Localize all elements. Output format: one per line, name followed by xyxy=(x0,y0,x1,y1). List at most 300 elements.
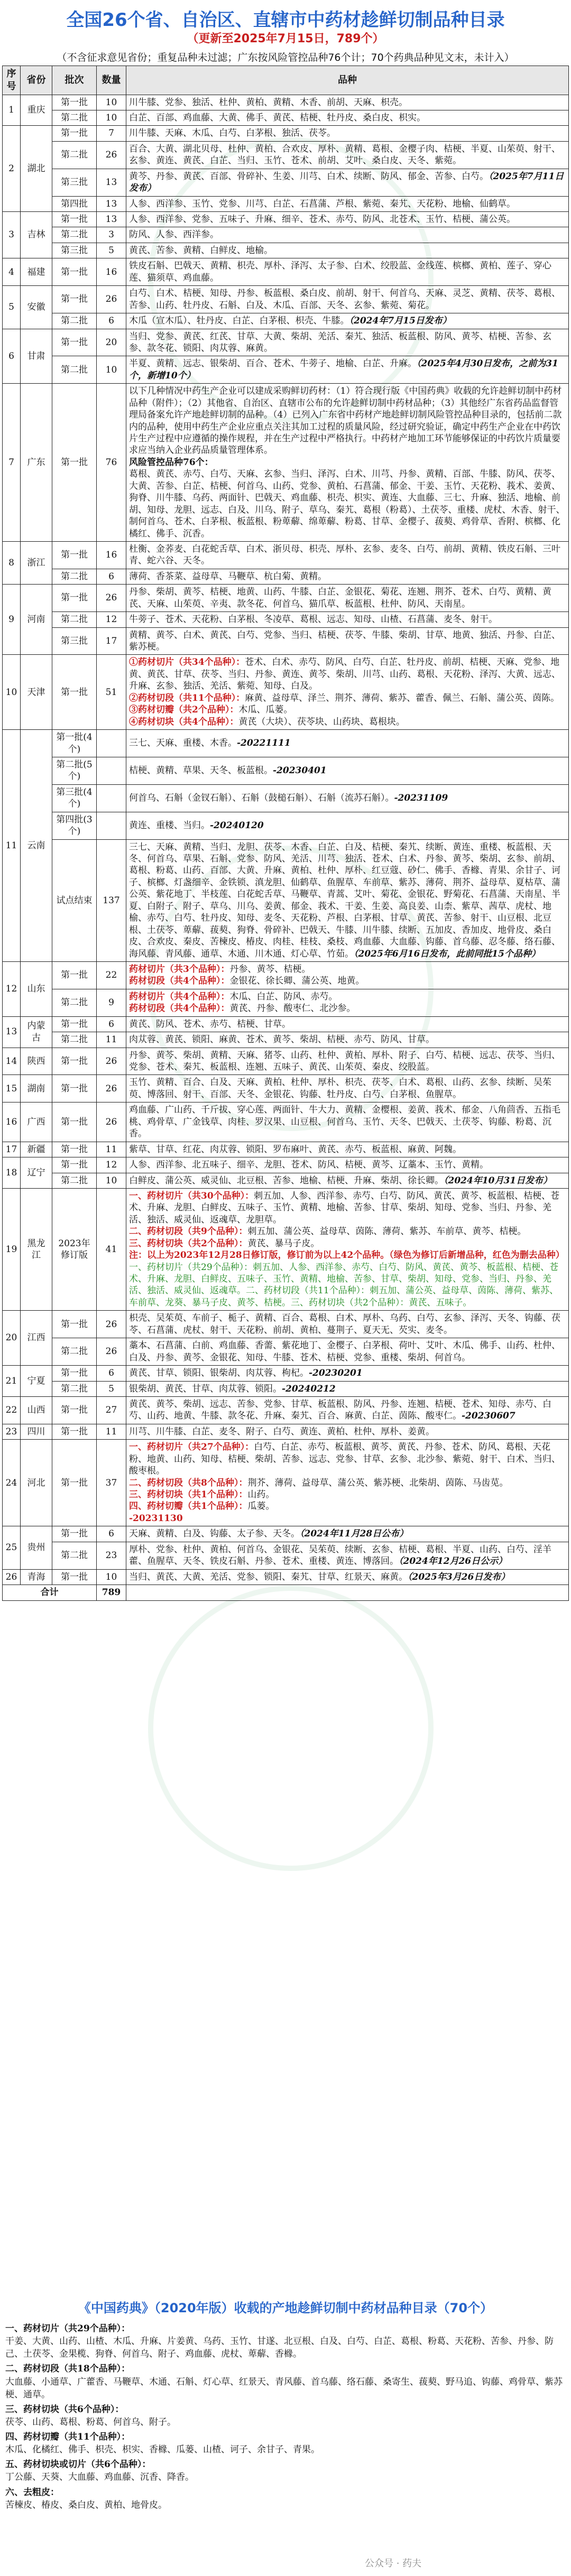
row-count: 26 xyxy=(97,1338,126,1366)
variety-list: 人参、西洋参、北五味子、细辛、龙胆、苍术、防风、桔梗、黄芩、辽藁本、玉竹、黄精。 xyxy=(129,1160,489,1171)
row-province: 云南 xyxy=(21,730,52,962)
table-row xyxy=(3,141,569,169)
row-note: -20240120 xyxy=(210,820,264,831)
row-batch: 第一批 xyxy=(52,585,97,612)
pharmacopoeia-category: 六、去粗皮： xyxy=(5,2487,59,2498)
table-row xyxy=(3,627,569,655)
gd-risk-list: 葛根、黄芪、赤芍、白芍、天麻、玄参、当归、泽泻、白术、川芎、丹参、黄精、百部、牛膝、防风、茯苓、大黄、苦参、白芷、桔梗、何首乌、山药、党参、黄柏、石菖蒲、郁金、干姜、玉竹、天花粉、莪术、姜黄、狗脊、川牛膝、乌药、两面针、巴戟天、鸡血藤、枳壳、枳实、黄连、大血藤、三七、升麻、独活、地榆、前胡、知母、龙胆、远志、白及、川乌、附子、草乌、秦艽、葛根（粉葛）、土茯苓、重楼、虎杖、木香、射干、制何首乌、苍术、白茅根、板蓝根、粉萆薢、绵萆薢、粉葛、甘草、金樱子、菝葜、鸡骨草、香附、槟榔、化橘红、佛手、沉香。 xyxy=(129,469,565,539)
variety-group-list: 麻黄、益母草、泽兰、荆芥、薄荷、紫苏、藿香、佩兰、石斛、蒲公英、茵陈。 xyxy=(245,692,560,703)
row-batch: 第三批(4个) xyxy=(52,784,97,812)
variety-group-list: 荆芥、薄荷、益母草、蒲公英、紫苏梗、北柴胡、茵陈、马齿苋。 xyxy=(247,1477,509,1488)
table-row xyxy=(3,1016,569,1032)
table-row xyxy=(3,839,569,961)
row-count xyxy=(97,730,126,757)
row-count: 13 xyxy=(97,196,126,211)
pharmacopoeia-list xyxy=(5,2322,566,2512)
row-note: （2025年7月11日发布） xyxy=(129,171,564,194)
variety-list: 白芷、百部、鸡血藤、大黄、佛手、黄芪、桔梗、牡丹皮、桑白皮、枳实。 xyxy=(129,112,426,123)
pharmacopoeia-varieties: 苦楝皮、椿皮、桑白皮、黄柏、地骨皮。 xyxy=(5,2499,167,2510)
row-varieties xyxy=(126,784,569,812)
row-count: 137 xyxy=(97,839,126,961)
row-batch: 第一批 xyxy=(52,1016,97,1032)
row-province: 黑龙江 xyxy=(21,1188,52,1310)
variety-group xyxy=(129,1477,566,1489)
row-varieties xyxy=(126,1188,569,1310)
row-count: 10 xyxy=(97,95,126,110)
row-province: 青海 xyxy=(21,1569,52,1584)
variety-list: 紫草、甘草、红花、肉苁蓉、锁阳、罗布麻叶、黄芪、赤芍、板蓝根、麻黄、阿魏。 xyxy=(129,1144,462,1155)
variety-group xyxy=(129,656,566,692)
row-batch: 第四批(3个) xyxy=(52,812,97,839)
row-seq: 10 xyxy=(3,655,21,730)
pharmacopoeia-varieties: 干姜、大黄、山药、山楂、木瓜、升麻、片姜黄、乌药、玉竹、甘遂、北豆根、白及、白芍、白芷、葛根、粉葛、天花粉、苦参、丹参、防己、土茯苓、金果榄、狗脊、何首乌、附子、鸡血藤、虎杖、萆薢、香橼。 xyxy=(5,2336,554,2360)
variety-group-label: 药材切段（共4个品种）： xyxy=(129,976,230,987)
row-count: 16 xyxy=(97,541,126,569)
row-batch: 第一批 xyxy=(52,1366,97,1381)
table-row xyxy=(3,612,569,627)
row-batch: 试点结束 xyxy=(52,839,97,961)
row-batch: 第二批 xyxy=(52,110,97,125)
row-varieties xyxy=(126,1311,569,1338)
table-row xyxy=(3,569,569,584)
row-note: 注：以上为2023年12月28日修订版，修订前为以上42个品种。（绿色为修订后新增品种，红色为删去品种） xyxy=(129,1250,565,1261)
row-province: 贵州 xyxy=(21,1526,52,1569)
table-row xyxy=(3,1048,569,1075)
row-varieties xyxy=(126,730,569,757)
table-row xyxy=(3,1440,569,1526)
row-batch: 第二批 xyxy=(52,1381,97,1396)
row-count: 6 xyxy=(97,569,126,584)
row-batch: 第一批 xyxy=(52,1569,97,1584)
row-batch: 第二批 xyxy=(52,313,97,329)
row-varieties xyxy=(126,1569,569,1584)
row-varieties xyxy=(126,1338,569,1366)
row-batch: 第二批 xyxy=(52,612,97,627)
table-row xyxy=(3,757,569,784)
row-varieties xyxy=(126,812,569,839)
row-count: 11 xyxy=(97,1032,126,1048)
row-batch: 第二批 xyxy=(52,227,97,243)
row-seq: 6 xyxy=(3,329,21,384)
row-province: 内蒙古 xyxy=(21,1016,52,1048)
row-varieties xyxy=(126,1142,569,1157)
row-count: 11 xyxy=(97,1142,126,1157)
row-varieties xyxy=(126,227,569,243)
row-note: -20230607 xyxy=(462,1411,515,1422)
row-varieties xyxy=(126,1032,569,1048)
row-seq: 15 xyxy=(3,1075,21,1102)
variety-group-list: 山药。 xyxy=(247,1489,275,1500)
variety-group xyxy=(129,1190,566,1226)
variety-list: 银柴胡、黄芪、甘草、肉苁蓉、锁阳。 xyxy=(129,1383,282,1394)
variety-group xyxy=(129,991,566,1003)
row-batch: 第三批 xyxy=(52,169,97,196)
row-varieties xyxy=(126,126,569,141)
variety-group xyxy=(129,704,566,716)
pharmacopoeia-varieties: 茯苓、山药、葛根、粉葛、何首乌、附子。 xyxy=(5,2416,176,2427)
variety-list: 白芍、白术、桔梗、知母、丹参、板蓝根、桑白皮、前胡、射干、何首乌、天麻、灵芝、黄精、茯苓、葛根、苦参、山药、牡丹皮、石斛、白及、木瓜、百部、天冬、玄参、紫菀、菊花。 xyxy=(129,288,560,311)
row-varieties xyxy=(126,1424,569,1439)
row-province: 湖北 xyxy=(21,126,52,212)
row-varieties xyxy=(126,1048,569,1075)
row-batch: 第二批 xyxy=(52,1338,97,1366)
variety-list: 当归、党参、黄芪、红芪、甘草、大黄、柴胡、羌活、秦艽、独活、板蓝根、防风、黄芩、桔梗、苦参、玄参、款冬花、锁阳、肉苁蓉、麻黄。 xyxy=(129,331,551,354)
variety-list: 木瓜（宣木瓜）、牡丹皮、白芷、白茅根、枳壳、牛膝。 xyxy=(129,316,349,327)
row-count: 26 xyxy=(97,1311,126,1338)
variety-group xyxy=(129,1489,566,1500)
row-batch: 第一批 xyxy=(52,1075,97,1102)
table-header-row xyxy=(3,66,569,95)
row-province: 新疆 xyxy=(21,1142,52,1157)
row-count xyxy=(97,812,126,839)
row-varieties xyxy=(126,612,569,627)
row-seq: 8 xyxy=(3,541,21,584)
row-varieties xyxy=(126,286,569,313)
variety-list: 百合、大黄、湖北贝母、杜仲、黄柏、合欢皮、厚朴、黄精、葛根、金樱子肉、桔梗、半夏、山茱萸、射干、玄参、黄连、黄芪、白芷、当归、玉竹、苍术、前胡、艾叶、桑白皮、天冬、紫菀。 xyxy=(129,143,560,166)
row-count: 10 xyxy=(97,356,126,384)
table-row xyxy=(3,655,569,730)
row-note: -20230401 xyxy=(273,765,327,776)
table-row xyxy=(3,227,569,243)
row-note: -20240212 xyxy=(282,1383,336,1394)
table-row xyxy=(3,1569,569,1584)
variety-list: 防风、人参、西洋参。 xyxy=(129,229,219,240)
table-row xyxy=(3,169,569,196)
row-province: 广东 xyxy=(21,384,52,542)
table-row xyxy=(3,196,569,211)
variety-list: 丹参、柴胡、黄芩、桔梗、地黄、山药、牛膝、白芷、金银花、菊花、连翘、荆芥、苍术、白芍、黄精、黄芪、天麻、山茱萸、辛夷、款冬花、何首乌、猫爪草、板蓝根、杜仲、防风、天南星。 xyxy=(129,587,551,609)
row-batch: 第一批 xyxy=(52,1048,97,1075)
row-varieties xyxy=(126,655,569,730)
variety-group xyxy=(129,963,566,975)
variety-group-list: 丹参、黄芩、桔梗。 xyxy=(229,963,311,975)
header-count: 数量 xyxy=(97,66,126,95)
variety-list: 黄芪、防风、苍术、赤芍、桔梗、甘草。 xyxy=(129,1018,291,1030)
table-row xyxy=(3,989,569,1016)
row-varieties xyxy=(126,1102,569,1142)
row-count: 26 xyxy=(97,1075,126,1102)
row-count: 5 xyxy=(97,243,126,258)
row-varieties xyxy=(126,541,569,569)
row-count: 6 xyxy=(97,313,126,329)
variety-group xyxy=(129,975,566,987)
pharmacopoeia-category: 一、药材切片（共29个品种）： xyxy=(5,2323,131,2334)
row-batch: 第一批 xyxy=(52,1142,97,1157)
variety-list: 黄连、重楼、当归。 xyxy=(129,820,210,831)
row-varieties xyxy=(126,141,569,169)
row-seq: 3 xyxy=(3,212,21,258)
row-seq: 25 xyxy=(3,1526,21,1569)
row-count: 51 xyxy=(97,655,126,730)
row-seq: 26 xyxy=(3,1569,21,1584)
row-varieties xyxy=(126,258,569,286)
variety-group-label: 三、药材切块（共1个品种）： xyxy=(129,1489,248,1500)
row-count: 41 xyxy=(97,1188,126,1310)
row-varieties xyxy=(126,989,569,1016)
variety-list: 杜衡、金荞麦、白花蛇舌草、白术、浙贝母、枳壳、厚朴、玄参、麦冬、白芍、前胡、黄精、铁皮石斛、三叶青、蛇六谷、天冬。 xyxy=(129,543,560,567)
table-row xyxy=(3,384,569,542)
row-batch: 第二批 xyxy=(52,569,97,584)
variety-list: 三七、天麻、黄精、当归、龙胆、茯苓、木香、白芷、白及、桔梗、秦艽、续断、黄连、重楼、板蓝根、天冬、何首乌、草果、石斛、党参、防风、羌活、川芎、独活、苍术、白术、丹参、黄芩、柴胡、玄参、前胡、葛根、粉葛、山药、百部、大黄、升麻、黄柏、杜仲、厚朴、红豆蔻、砂仁、佛手、香橼、青果、余甘子、诃子、槟榔、灯盏细辛、金铁锁、滇龙胆、仙鹤草、鱼腥草、车前草、紫苏、薄荷、荆芥、益母草、夏枯草、蒲公英、紫花地丁、半枝莲、白花蛇舌草、马鞭草、青蒿、艾叶、菊花、金银花、野菊花、石菖蒲、天南星、半夏、白附子、附子、草乌、川乌、姜黄、郁金、莪术、干姜、生姜、高良姜、山柰、紫草、茜草、虎杖、地榆、赤芍、白芍、牡丹皮、知母、麦冬、天花粉、芦根、白茅根、甘草、黄芪、苦参、射干、山豆根、北豆根、土茯苓、萆薢、菝葜、狗脊、骨碎补、巴戟天、牛膝、川牛膝、续断、五加皮、香加皮、地骨皮、桑白皮、合欢皮、秦皮、苦楝皮、椿皮、肉桂、桂枝、桑枝、鸡血藤、大血藤、钩藤、首乌藤、忍冬藤、络石藤、海风藤、青风藤、通草、木通、川木通、灯心草、竹茹。 xyxy=(129,841,560,959)
row-varieties xyxy=(126,95,569,110)
row-batch: 第一批 xyxy=(52,1157,97,1173)
table-row xyxy=(3,1075,569,1102)
row-count: 5 xyxy=(97,1381,126,1396)
row-count: 26 xyxy=(97,141,126,169)
variety-group xyxy=(129,716,566,728)
row-seq: 11 xyxy=(3,730,21,962)
row-province: 广西 xyxy=(21,1102,52,1142)
variety-group-label: ②药材切段（共11个品种）： xyxy=(129,692,245,703)
pharmacopoeia-category: 三、药材切块（共6个品种）： xyxy=(5,2404,124,2415)
row-varieties xyxy=(126,627,569,655)
row-province: 陕西 xyxy=(21,1048,52,1075)
table-row xyxy=(3,126,569,141)
wechat-watermark: 公众号 · 药夫 xyxy=(365,2558,422,2569)
row-batch: 第二批(5个) xyxy=(52,757,97,784)
row-batch: 第一批 xyxy=(52,1311,97,1338)
row-batch: 第一批 xyxy=(52,95,97,110)
row-province: 山西 xyxy=(21,1396,52,1424)
table-row xyxy=(3,1188,569,1310)
pharmacopoeia-category: 五、药材切块或切片（共6个品种）： xyxy=(5,2459,151,2470)
variety-list: 厚朴、党参、杜仲、黄柏、何首乌、金银花、吴茱萸、续断、玄参、桔梗、葛根、半夏、山药、白芍、淫羊藿、鱼腥草、天冬、铁皮石斛、丹参、苍术、重楼、黄连、博落回。 xyxy=(129,1544,551,1567)
row-province: 山东 xyxy=(21,961,52,1016)
table-row xyxy=(3,313,569,329)
variety-group-list: 黄芪（大块）、茯苓块、山药块、葛根块。 xyxy=(238,716,405,727)
row-varieties xyxy=(126,313,569,329)
variety-list: 天麻、黄精、白及、钩藤、太子参、天冬。 xyxy=(129,1528,300,1540)
variety-list: 川芎、川牛膝、白芷、麦冬、附子、白芍、黄连、黄柏、杜仲、厚朴、姜黄。 xyxy=(129,1426,435,1437)
pharmacopoeia-varieties: 木瓜、化橘红、佛手、枳壳、枳实、香橼、瓜蒌、山楂、诃子、余甘子、青果。 xyxy=(5,2444,320,2455)
variety-group-list: 瓜蒌。 xyxy=(247,1501,275,1512)
row-batch: 第一批 xyxy=(52,541,97,569)
variety-group-label: 药材切段（共4个品种）： xyxy=(129,1003,230,1014)
row-province: 四川 xyxy=(21,1424,52,1439)
row-count: 11 xyxy=(97,1424,126,1439)
header-province: 省份 xyxy=(21,66,52,95)
variety-list: 人参、西洋参、玉竹、党参、川芎、白芷、石菖蒲、芦根、紫菀、秦艽、天花粉、地榆、仙鹤草。 xyxy=(129,198,515,209)
row-count: 26 xyxy=(97,1102,126,1142)
row-note: （2024年12月26日公示） xyxy=(399,1556,508,1567)
variety-group xyxy=(129,1238,566,1249)
row-old-list: 一、药材切片（共29个品种）：刺五加、人参、西洋参、赤芍、白芍、防风、黄芪、黄芩、板蓝根、桔梗、苍术、升麻、龙胆、白鲜皮、五味子、玉竹、黄精、地榆、苦参、甘草、柴胡、知母、党参、当归、丹参、羌活、独活、威灵仙、返魂草。二、药材切段（共11个品种）：刺五加、蒲公英、益母草、茵陈、薄荷、紫苏、车前草、龙葵、暴马子皮、黄芩、桔梗。三、药材切块（共2个品种）：黄芪、五味子。 xyxy=(129,1262,559,1308)
row-seq: 2 xyxy=(3,126,21,212)
row-count: 10 xyxy=(97,1173,126,1188)
pharmacopoeia-section xyxy=(5,2299,566,2512)
table-row xyxy=(3,110,569,125)
variety-list: 黄芪、甘草、锁阳、银柴胡、肉苁蓉、枸杞。 xyxy=(129,1368,309,1379)
row-count: 16 xyxy=(97,258,126,286)
table-row xyxy=(3,1311,569,1338)
row-batch: 第二批 xyxy=(52,989,97,1016)
table-row xyxy=(3,812,569,839)
header-seq: 序号 xyxy=(3,66,21,95)
row-varieties xyxy=(126,585,569,612)
gd-risk-label: 风险管控品种76个： xyxy=(129,457,214,468)
table-row xyxy=(3,961,569,989)
row-note: （2025年6月16日发布，此前同批15个品种） xyxy=(354,948,540,959)
row-seq: 24 xyxy=(3,1440,21,1526)
variety-group-label: 一、药材切片（共30个品种）： xyxy=(129,1190,254,1201)
row-seq: 22 xyxy=(3,1396,21,1424)
row-batch: 第一批 xyxy=(52,126,97,141)
variety-group xyxy=(129,1003,566,1014)
variety-list: 白鲜皮、蒲公英、威灵仙、北豆根、苦参、地榆、桔梗、升麻、柴胡、徐长卿。 xyxy=(129,1175,444,1186)
row-province: 天津 xyxy=(21,655,52,730)
row-seq: 21 xyxy=(3,1366,21,1397)
row-seq: 9 xyxy=(3,585,21,655)
row-province: 安徽 xyxy=(21,286,52,329)
row-note: -20230201 xyxy=(309,1368,363,1379)
row-batch: 第一批 xyxy=(52,329,97,356)
row-batch: 第二批 xyxy=(52,1542,97,1569)
row-count xyxy=(97,784,126,812)
row-batch: 第二批 xyxy=(52,1032,97,1048)
total-label: 合计 xyxy=(3,1585,97,1600)
variety-group-label: 药材切片（共4个品种）： xyxy=(129,991,230,1002)
row-province: 福建 xyxy=(21,258,52,286)
variety-list: 黄芩、丹参、黄芪、百部、骨碎补、生姜、川芎、白术、续断、防风、郁金、苦参、白芍。 xyxy=(129,171,489,182)
table-row xyxy=(3,730,569,757)
row-batch: 第一批 xyxy=(52,1526,97,1542)
variety-group-list: 木瓜、瓜蒌。 xyxy=(238,705,293,716)
pharmacopoeia-category: 二、药材切段（共18个品种）： xyxy=(5,2364,131,2375)
table-row xyxy=(3,1526,569,1542)
gd-intro: 以下几种情况中药生产企业可以建成采购鲜切药材：（1）符合现行版《中国药典》收载的允许趁鲜切制中药材品种（附件）；（2）其他省、自治区、直辖市公布的允许趁鲜切制中药材品种；（3）其他经广东省药品监督管理局备案允许产地趁鲜切制的品种。（4）已列入广东省中药材产地趁鲜切制风险管控品种目录的，包括前二款内的品种，使用中药生产企业应重点关注其加工过程的质量风险，经过研究验证，确定中药生产企业在中药饮片生产过程中应遵循的操作规程，并在生产过程中严格执行。中药材产地加工环节能够保证的中药饮片质量要求应当纳入企业药品质量管理体系。 xyxy=(129,386,562,456)
table-body xyxy=(3,95,569,1585)
row-varieties xyxy=(126,1440,569,1526)
row-count xyxy=(97,757,126,784)
row-province: 江西 xyxy=(21,1311,52,1366)
row-varieties xyxy=(126,569,569,584)
row-seq: 12 xyxy=(3,961,21,1016)
table-row xyxy=(3,585,569,612)
variety-list: 鸡血藤、广山药、千斤拔、穿心莲、两面针、牛大力、黄精、金樱根、姜黄、莪术、郁金、八角茴香、五指毛桃、鸡骨草、广金钱草、肉桂、罗汉果、山豆根、何首乌、玉竹、天冬、巴戟天、土茯苓、钩藤、粉葛、沉香。 xyxy=(129,1105,560,1139)
row-province: 浙江 xyxy=(21,541,52,584)
variety-group-label: 二、药材切段（共9个品种）： xyxy=(129,1226,248,1237)
variety-group-label: 一、药材切片（共27个品种）： xyxy=(129,1442,254,1453)
row-seq: 4 xyxy=(3,258,21,286)
table-row xyxy=(3,1173,569,1188)
table-row xyxy=(3,541,569,569)
row-batch: 第一批 xyxy=(52,655,97,730)
row-note: -20221111 xyxy=(237,738,291,749)
row-count: 26 xyxy=(97,585,126,612)
row-batch: 第一批 xyxy=(52,1424,97,1439)
variety-group xyxy=(129,1226,566,1237)
variety-list: 桔梗、黄精、草果、天冬、板蓝根。 xyxy=(129,765,273,776)
row-count: 27 xyxy=(97,1396,126,1424)
row-count: 37 xyxy=(97,1440,126,1526)
row-province: 吉林 xyxy=(21,212,52,258)
variety-group-label: 三、药材切块（共2个品种）： xyxy=(129,1238,248,1249)
row-varieties xyxy=(126,110,569,125)
variety-group-list: 刺五加、人参、西洋参、赤芍、白芍、防风、黄芪、黄芩、板蓝根、桔梗、苍术、升麻、龙胆、白鲜皮、五味子、玉竹、黄精、地榆、苦参、甘草、柴胡、知母、党参、当归、丹参、羌活、独活、威灵仙、返魂草、龙胆草。 xyxy=(129,1190,560,1225)
row-batch: 第三批 xyxy=(52,243,97,258)
variety-list: 黄芪、黄芩、柴胡、远志、苦参、党参、甘草、板蓝根、防风、丹参、连翘、桔梗、苍术、知母、赤芍、白芍、山药、地黄、牛膝、款冬花、升麻、秦艽、百合、麻黄、白芷、茵陈、酸枣仁。 xyxy=(129,1398,551,1422)
row-batch: 第一批 xyxy=(52,1102,97,1142)
row-seq: 16 xyxy=(3,1102,21,1142)
table-row xyxy=(3,286,569,313)
row-note: -20231130 xyxy=(129,1513,183,1524)
row-batch: 第一批 xyxy=(52,1396,97,1424)
variety-group xyxy=(129,692,566,704)
row-province: 甘肃 xyxy=(21,329,52,384)
table-row xyxy=(3,1032,569,1048)
row-count: 23 xyxy=(97,1542,126,1569)
table-row xyxy=(3,1157,569,1173)
table-row xyxy=(3,95,569,110)
row-batch: 第一批 xyxy=(52,961,97,989)
row-seq: 5 xyxy=(3,286,21,329)
row-count: 22 xyxy=(97,961,126,989)
table-row xyxy=(3,1381,569,1396)
pharmacopoeia-category: 四、药材切瓣（共11个品种）： xyxy=(5,2432,131,2443)
variety-group-label: ③药材切瓣（共2个品种）： xyxy=(129,705,239,716)
row-note: （2024年10月31日发布） xyxy=(444,1175,552,1186)
variety-group-list: 白芍、白芷、赤芍、板蓝根、黄芩、黄芪、丹参、苍术、防风、葛根、天花粉、地黄、山药、知母、桔梗、柴胡、苦参、远志、党参、甘草、玄参、北沙参、紫菀、射干、白术、当归、酸枣根。 xyxy=(129,1442,560,1477)
row-varieties xyxy=(126,1075,569,1102)
variety-list: 川牛膝、党参、独活、杜仲、黄柏、黄精、木香、前胡、天麻、枳壳。 xyxy=(129,97,408,108)
row-count: 6 xyxy=(97,1016,126,1032)
pharmacopoeia-varieties: 大血藤、小通草、广藿香、马鞭草、木通、石斛、灯心草、红景天、青风藤、首乌藤、络石藤、桑寄生、菝葜、野马追、钩藤、鸡骨草、紫苏梗、通草。 xyxy=(5,2376,563,2400)
header-batch: 批次 xyxy=(52,66,97,95)
row-note: （2025年3月26日发布） xyxy=(408,1571,510,1582)
row-batch: 第二批 xyxy=(52,1173,97,1188)
row-varieties xyxy=(126,1396,569,1424)
variety-list: 肉苁蓉、黄芪、锁阳、麻黄、苍术、黄芩、柴胡、桔梗、赤芍、防风、甘草。 xyxy=(129,1034,435,1045)
variety-group-list: 木瓜、白芷、防风、赤芍。 xyxy=(229,991,338,1002)
row-batch: 第一批 xyxy=(52,258,97,286)
table-row xyxy=(3,243,569,258)
watermark-seal-graphic xyxy=(148,1586,434,1871)
row-count: 76 xyxy=(97,384,126,542)
table-row xyxy=(3,1366,569,1381)
row-batch: 第一批 xyxy=(52,384,97,542)
row-varieties xyxy=(126,1381,569,1396)
row-seq: 7 xyxy=(3,384,21,542)
row-province: 湖南 xyxy=(21,1075,52,1102)
row-batch: 第一批 xyxy=(52,212,97,227)
row-batch: 2023年修订版 xyxy=(52,1188,97,1310)
variety-list: 人参、西洋参、党参、五味子、升麻、细辛、苍术、赤芍、防风、北苍术、玉竹、桔梗、蒲公英。 xyxy=(129,214,515,225)
row-seq: 17 xyxy=(3,1142,21,1157)
total-empty-cell xyxy=(126,1585,569,1600)
row-varieties xyxy=(126,1526,569,1542)
row-batch: 第四批 xyxy=(52,196,97,211)
header-variety: 品种 xyxy=(126,66,569,95)
variety-group xyxy=(129,1500,566,1512)
variety-list: 三七、天麻、重楼、木香。 xyxy=(129,738,237,749)
total-value: 789 xyxy=(97,1585,126,1600)
row-count: 3 xyxy=(97,227,126,243)
row-count: 7 xyxy=(97,126,126,141)
row-count: 12 xyxy=(97,1157,126,1173)
row-province: 河北 xyxy=(21,1440,52,1526)
row-varieties xyxy=(126,1016,569,1032)
row-varieties xyxy=(126,196,569,211)
variety-list: 牛蒡子、苍术、天花粉、白茅根、冬凌草、葛根、远志、知母、山楂、石菖蒲、麦冬、射干。 xyxy=(129,614,498,625)
row-batch: 第二批 xyxy=(52,356,97,384)
row-seq: 13 xyxy=(3,1016,21,1048)
row-batch: 第三批 xyxy=(52,627,97,655)
variety-group-list: 黄芪、丹参、酸枣仁、北沙参。 xyxy=(229,1003,356,1014)
row-varieties xyxy=(126,329,569,356)
row-varieties xyxy=(126,1366,569,1381)
row-varieties xyxy=(126,839,569,961)
row-note: （2025年4月30日发布，之前为31个，新增10个） xyxy=(129,358,558,381)
